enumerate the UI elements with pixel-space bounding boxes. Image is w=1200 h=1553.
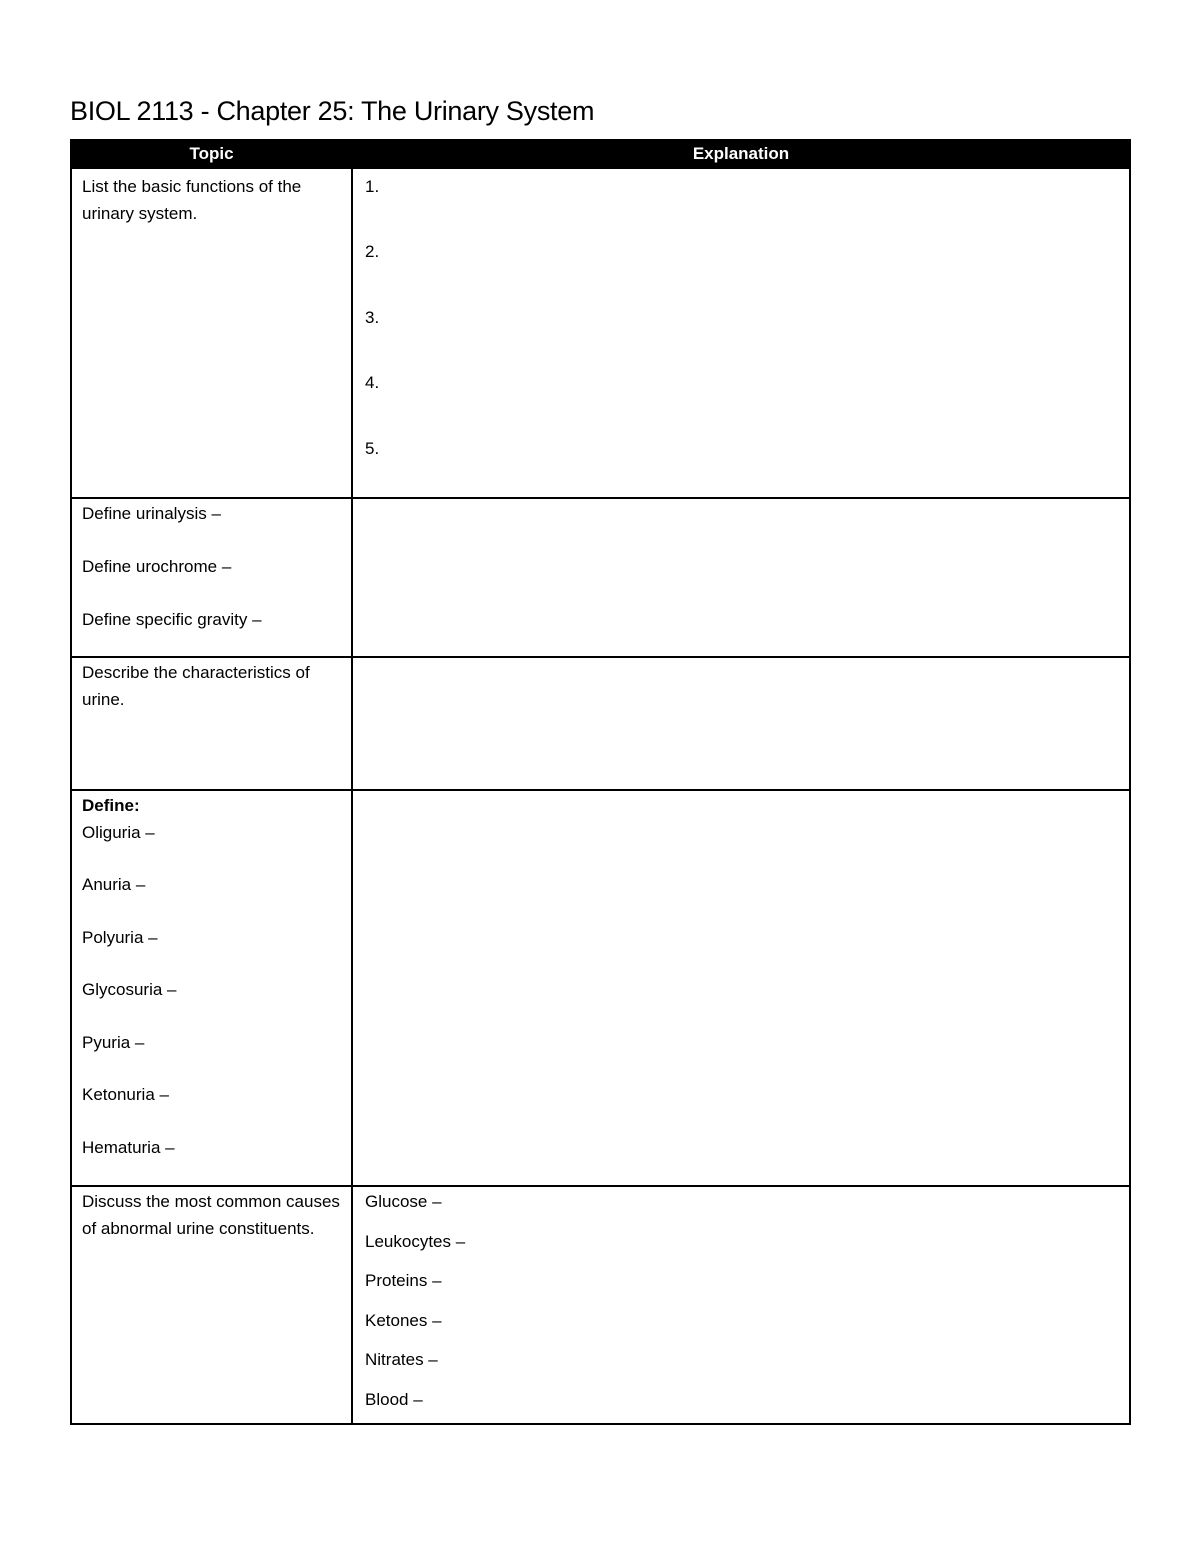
definition-prompt: Pyuria – (82, 1033, 145, 1052)
definition-prompt: Ketonuria – (82, 1085, 169, 1104)
topic-cell (71, 498, 352, 657)
list-item: 2. (365, 242, 380, 261)
explanation-cell[interactable] (352, 168, 1130, 498)
constituent-prompt: Leukocytes – (365, 1231, 466, 1251)
explanation-cell[interactable] (352, 1186, 1130, 1424)
constituent-prompt: Nitrates – (365, 1350, 438, 1369)
definition-prompt: Oliguria – (82, 823, 155, 842)
topic-cell (71, 168, 352, 498)
definition-prompt: Hematuria – (82, 1138, 175, 1157)
topic-cell (71, 1186, 352, 1424)
table-row (71, 498, 1130, 657)
explanation-column-header: Explanation (352, 140, 1130, 168)
topic-cell (71, 657, 352, 790)
explanation-cell[interactable] (352, 790, 1130, 1186)
topic-text: Discuss the most common causes of abnormal urine constituents. (82, 1192, 340, 1238)
topic-column-header: Topic (71, 140, 352, 168)
definition-prompt: Define urochrome – (82, 557, 232, 576)
explanation-cell[interactable] (352, 657, 1130, 790)
page-title: BIOL 2113 - Chapter 25: The Urinary System (70, 96, 595, 126)
definition-prompt: Polyuria – (82, 928, 158, 947)
table-header-row (71, 140, 1130, 168)
worksheet-table (70, 139, 1131, 1425)
definition-prompt: Anuria – (82, 875, 146, 894)
list-item: 3. (365, 308, 380, 327)
constituent-prompt: Glucose – (365, 1192, 442, 1211)
constituent-prompt: Blood – (365, 1389, 423, 1409)
explanation-cell[interactable] (352, 498, 1130, 657)
constituent-prompt: Proteins – (365, 1271, 442, 1290)
definition-prompt: Glycosuria – (82, 980, 177, 999)
define-heading: Define: (82, 796, 140, 815)
topic-text: Describe the characteristics of urine. (82, 663, 310, 709)
list-item: 5. (365, 439, 380, 458)
definition-prompt: Define urinalysis – (82, 504, 221, 523)
list-item: 1. (365, 177, 380, 196)
table-row (71, 168, 1130, 498)
list-item: 4. (365, 373, 380, 392)
table-row (71, 657, 1130, 790)
table-row (71, 790, 1130, 1186)
definition-prompt: Define specific gravity – (82, 610, 262, 629)
constituent-prompt: Ketones – (365, 1310, 442, 1330)
topic-text: List the basic functions of the urinary system. (82, 177, 302, 223)
numbered-list (365, 173, 1119, 462)
topic-cell (71, 790, 352, 1186)
table-row (71, 1186, 1130, 1424)
